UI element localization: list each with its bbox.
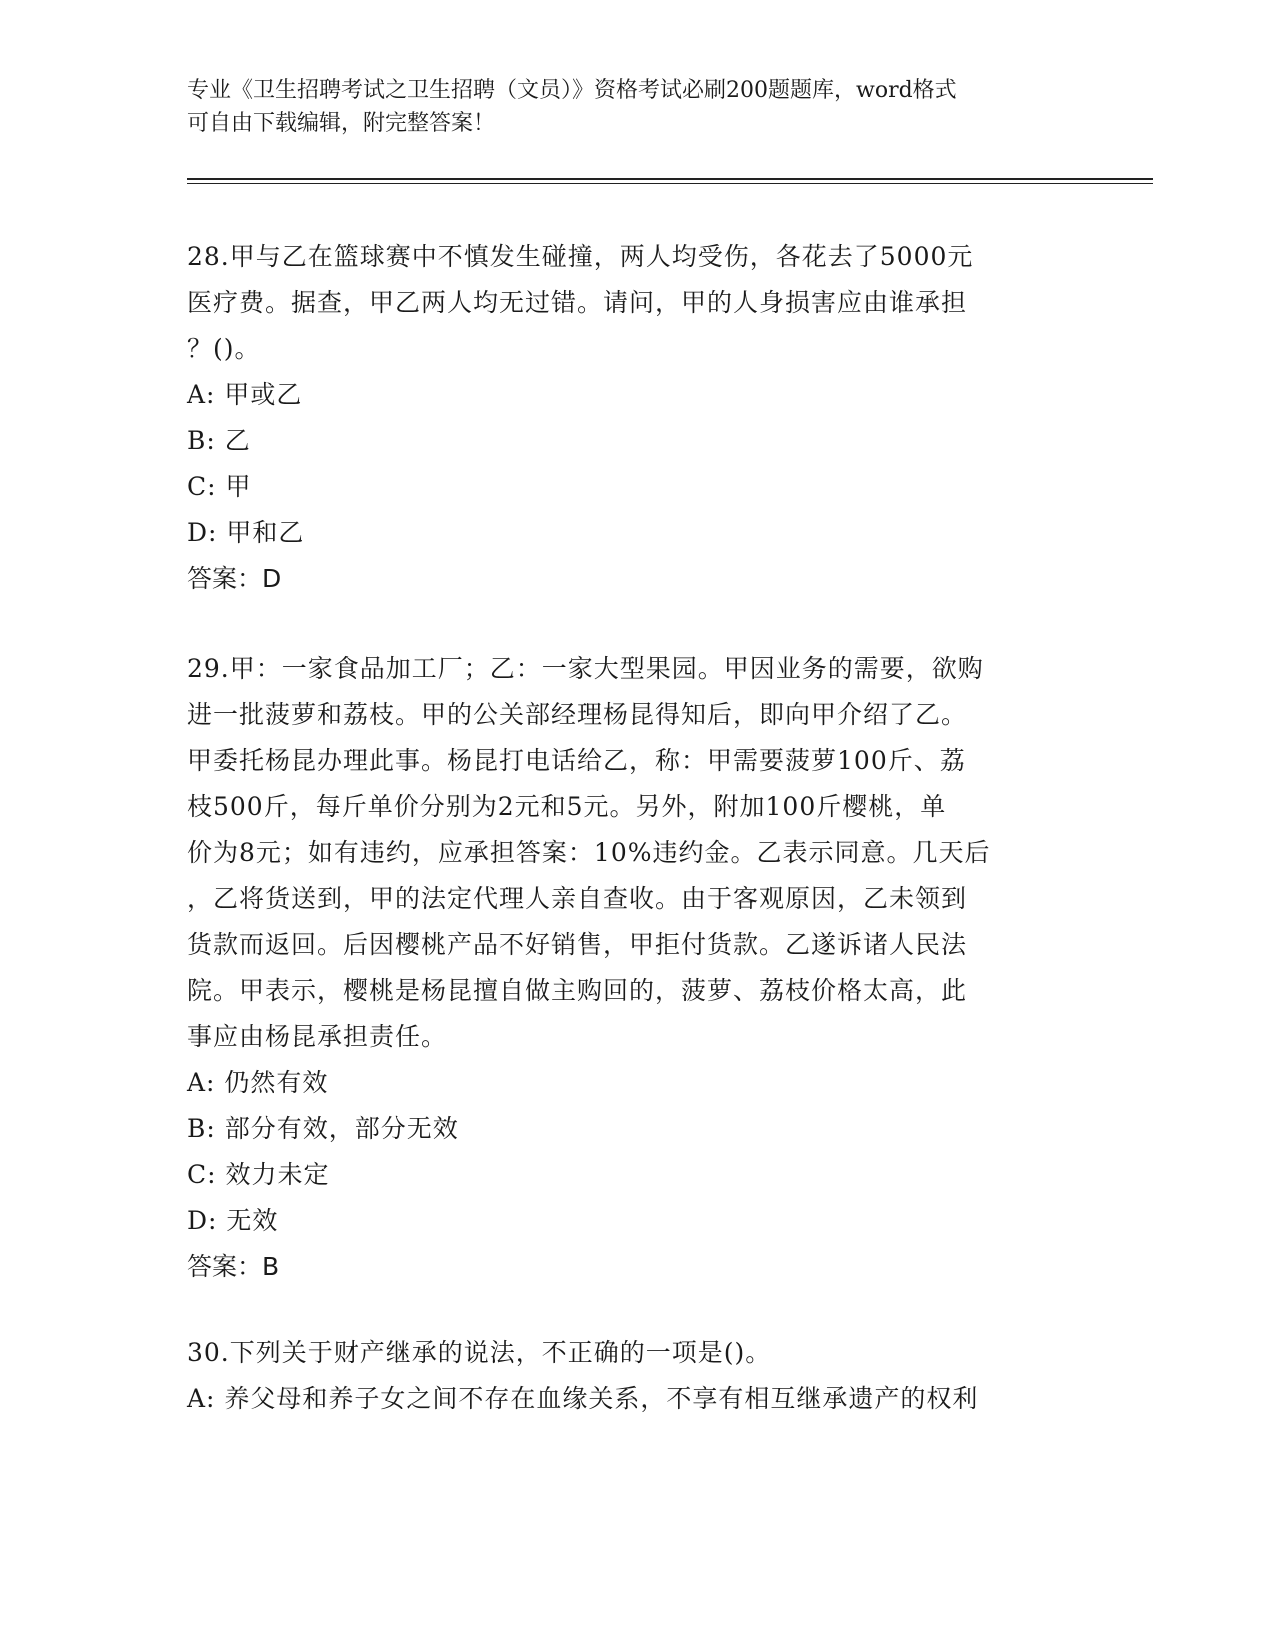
question-stem-line: ，乙将货送到，甲的法定代理人亲自查收。由于客观原因，乙未领到 [187,884,968,913]
question-30 [187,1330,1077,1422]
option-b: B: 部分有效，部分无效 [187,1114,459,1143]
header-line-2: 可自由下载编辑，附完整答案！ [187,111,496,136]
question-stem-line: 甲委托杨昆办理此事。杨昆打电话给乙，称：甲需要菠萝100斤、荔 [187,746,966,775]
header-divider-thick [187,178,1153,180]
option-a: A: 仍然有效 [187,1068,329,1097]
option-a: A: 养父母和养子女之间不存在血缘关系，不享有相互继承遗产的权利 [187,1384,979,1413]
question-stem-line: 货款而返回。后因樱桃产品不好销售，甲拒付货款。乙遂诉诸人民法 [187,930,968,959]
question-stem-line: 医疗费。据查，甲乙两人均无过错。请问，甲的人身损害应由谁承担 [187,288,968,317]
question-stem-line: 29.甲：一家食品加工厂；乙：一家大型果园。甲因业务的需要，欲购 [187,654,984,683]
option-d: D: 甲和乙 [187,518,305,547]
answer: 答案：B [187,1252,280,1281]
question-stem-line: 28.甲与乙在篮球赛中不慎发生碰撞，两人均受伤，各花去了5000元 [187,242,974,271]
question-stem-line: 院。甲表示，樱桃是杨昆擅自做主购回的，菠萝、荔枝价格太高，此 [187,976,968,1005]
option-c: C: 效力未定 [187,1160,330,1189]
question-29 [187,646,1077,1290]
header-line-1: 专业《卫生招聘考试之卫生招聘（文员）》资格考试必刷200题题库，word格式 [187,78,957,103]
question-28 [187,234,1077,602]
option-d: D: 无效 [187,1206,279,1235]
header-divider-thin [187,183,1153,184]
document-header [187,74,1067,140]
option-c: C: 甲 [187,472,252,501]
question-stem-line: 进一批菠萝和荔枝。甲的公关部经理杨昆得知后，即向甲介绍了乙。 [187,700,968,729]
option-a: A: 甲或乙 [187,380,303,409]
question-stem-line: 事应由杨昆承担责任。 [187,1022,448,1051]
question-stem-line: 30.下列关于财产继承的说法，不正确的一项是()。 [187,1338,772,1367]
question-stem-line: 价为8元；如有违约，应承担答案：10%违约金。乙表示同意。几天后 [187,838,991,867]
option-b: B: 乙 [187,426,251,455]
question-stem-line: ？()。 [187,334,261,363]
answer: 答案：D [187,564,282,593]
question-stem-line: 枝500斤，每斤单价分别为2元和5元。另外，附加100斤樱桃，单 [187,792,947,821]
